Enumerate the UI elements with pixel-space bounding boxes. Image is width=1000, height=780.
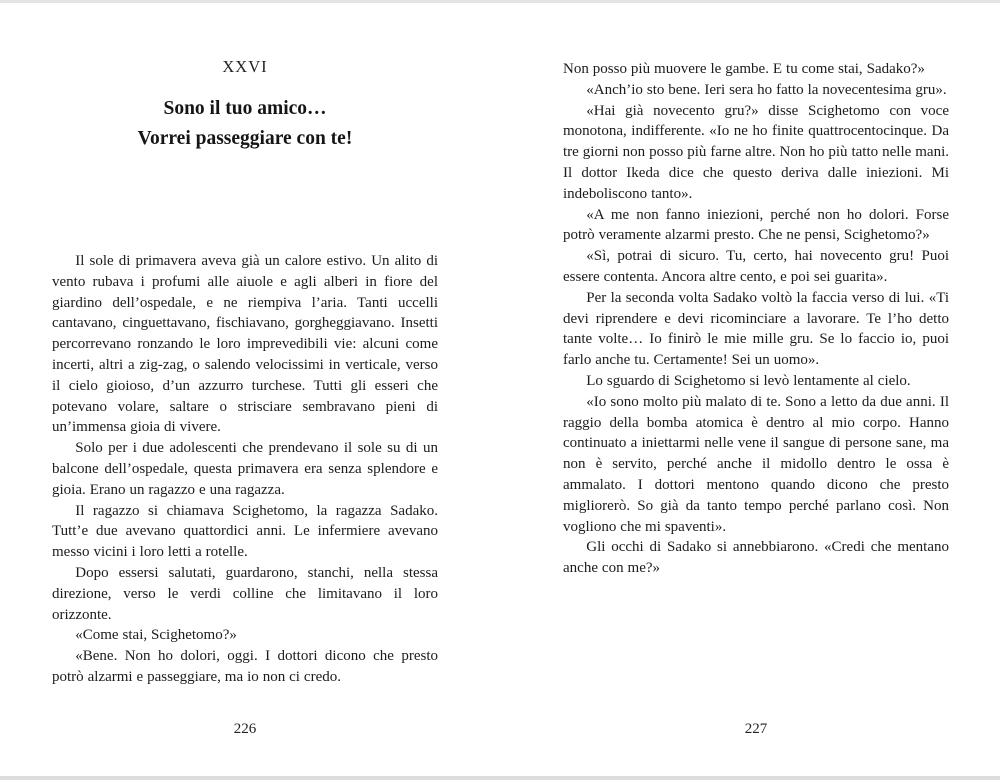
chapter-title [52, 94, 438, 154]
body-paragraph: «Hai già novecento gru?» disse Scighetomo con voce monotona, indifferente. «Io ne ho finite quattrocentocinque. Da tre giorni non posso più farne altre. Non ho più tatto nelle mani. Il dottor Ikeda dice che questo deriva dalle iniezioni. Mi indeboliscono tanto». [563, 102, 949, 202]
body-paragraph: «Io sono molto più malato di te. Sono a letto da due anni. Il raggio della bomba atomica è dentro al mio corpo. Hanno continuato a iniettarmi nelle vene il sangue di persone sane, ma non è servito, perché anche il midollo dentro le ossa è ammalato. I dottori mentono quando dicono che presto migliorerò. So già da tanto tempo perché parlano così. Non vogliono che mi spaventi». [563, 393, 949, 535]
body-paragraph: Solo per i due adolescenti che prendevano il sole su di un balcone dell’ospedale, questa primavera era senza splendore e gioia. Erano un ragazzo e una ragazza. [52, 440, 438, 498]
body-paragraph: Gli occhi di Sadako si annebbiarono. «Credi che mentano anche con me?» [563, 539, 949, 577]
body-paragraph: «A me non fanno iniezioni, perché non ho dolori. Forse potrò veramente alzarmi presto. Che ne pensi, Scighetomo?» [563, 206, 949, 244]
page-number-left: 226 [233, 721, 257, 737]
body-paragraph: Il ragazzo si chiamava Scighetomo, la ragazza Sadako. Tutt’e due avevano quattordici anni. Le infermiere avevano messo vicini i loro letti a rotelle. [52, 502, 438, 561]
body-paragraph: «Anch’io sto bene. Ieri sera ho fatto la novecentesima gru». [586, 81, 947, 98]
chapter-title-line-1: Sono il tuo amico… [163, 98, 327, 119]
body-paragraph: Il sole di primavera aveva già un calore estivo. Un alito di vento rubava i profumi alle aiuole e agli alberi in fiore del giardino dell’ospedale, e ne riempiva l’aria. Tanti uccelli cantavano, cinguettavano, fischiavano, gorgheggiavano. Insetti percorrevano ronzando le loro imprevedibili vie: alcuni come incerti, altri a zig-zag, o salendo velocissimi in verticale, verso il cielo gioioso, d’un azzurro turchese. Tutti gli esseri che potevano volare, saltare o strisciare sembravano pieni di un’immensa gioia di vivere. [52, 253, 438, 436]
page-right [563, 3, 949, 780]
body-paragraph: Dopo essersi salutati, guardarono, stanchi, nella stessa direzione, verso le verdi colline che limitavano il loro orizzonte. [52, 564, 438, 623]
body-paragraph: «Sì, potrai di sicuro. Tu, certo, hai novecento gru! Puoi essere contenta. Ancora altre cento, e poi sei guarita». [563, 248, 949, 285]
chapter-number: XXVI [222, 57, 268, 76]
left-page-text [52, 251, 438, 688]
page-left [52, 3, 438, 780]
body-paragraph: «Bene. Non ho dolori, oggi. I dottori dicono che presto potrò alzarmi e passeggiare, ma io non ci credo. [52, 648, 438, 685]
body-paragraph: Lo sguardo di Scighetomo si levò lentamente al cielo. [586, 372, 911, 389]
body-paragraph-continuation: Non posso più muovere le gambe. E tu come stai, Sadako?» [563, 61, 925, 77]
body-paragraph: «Come stai, Scighetomo?» [75, 627, 237, 644]
chapter-title-line-2: Vorrei passeggiare con te! [137, 128, 353, 149]
body-paragraph: Per la seconda volta Sadako voltò la faccia verso di lui. «Ti devi riprendere e devi ricominciare a lavorare. Te l’ho detto tante volte… Io finirò le mie mille gru. Se lo faccio io, puoi farlo anche tu. Certamente! Sei un uomo». [563, 289, 949, 369]
right-page-text [563, 59, 949, 579]
page-number-right: 227 [744, 721, 768, 737]
